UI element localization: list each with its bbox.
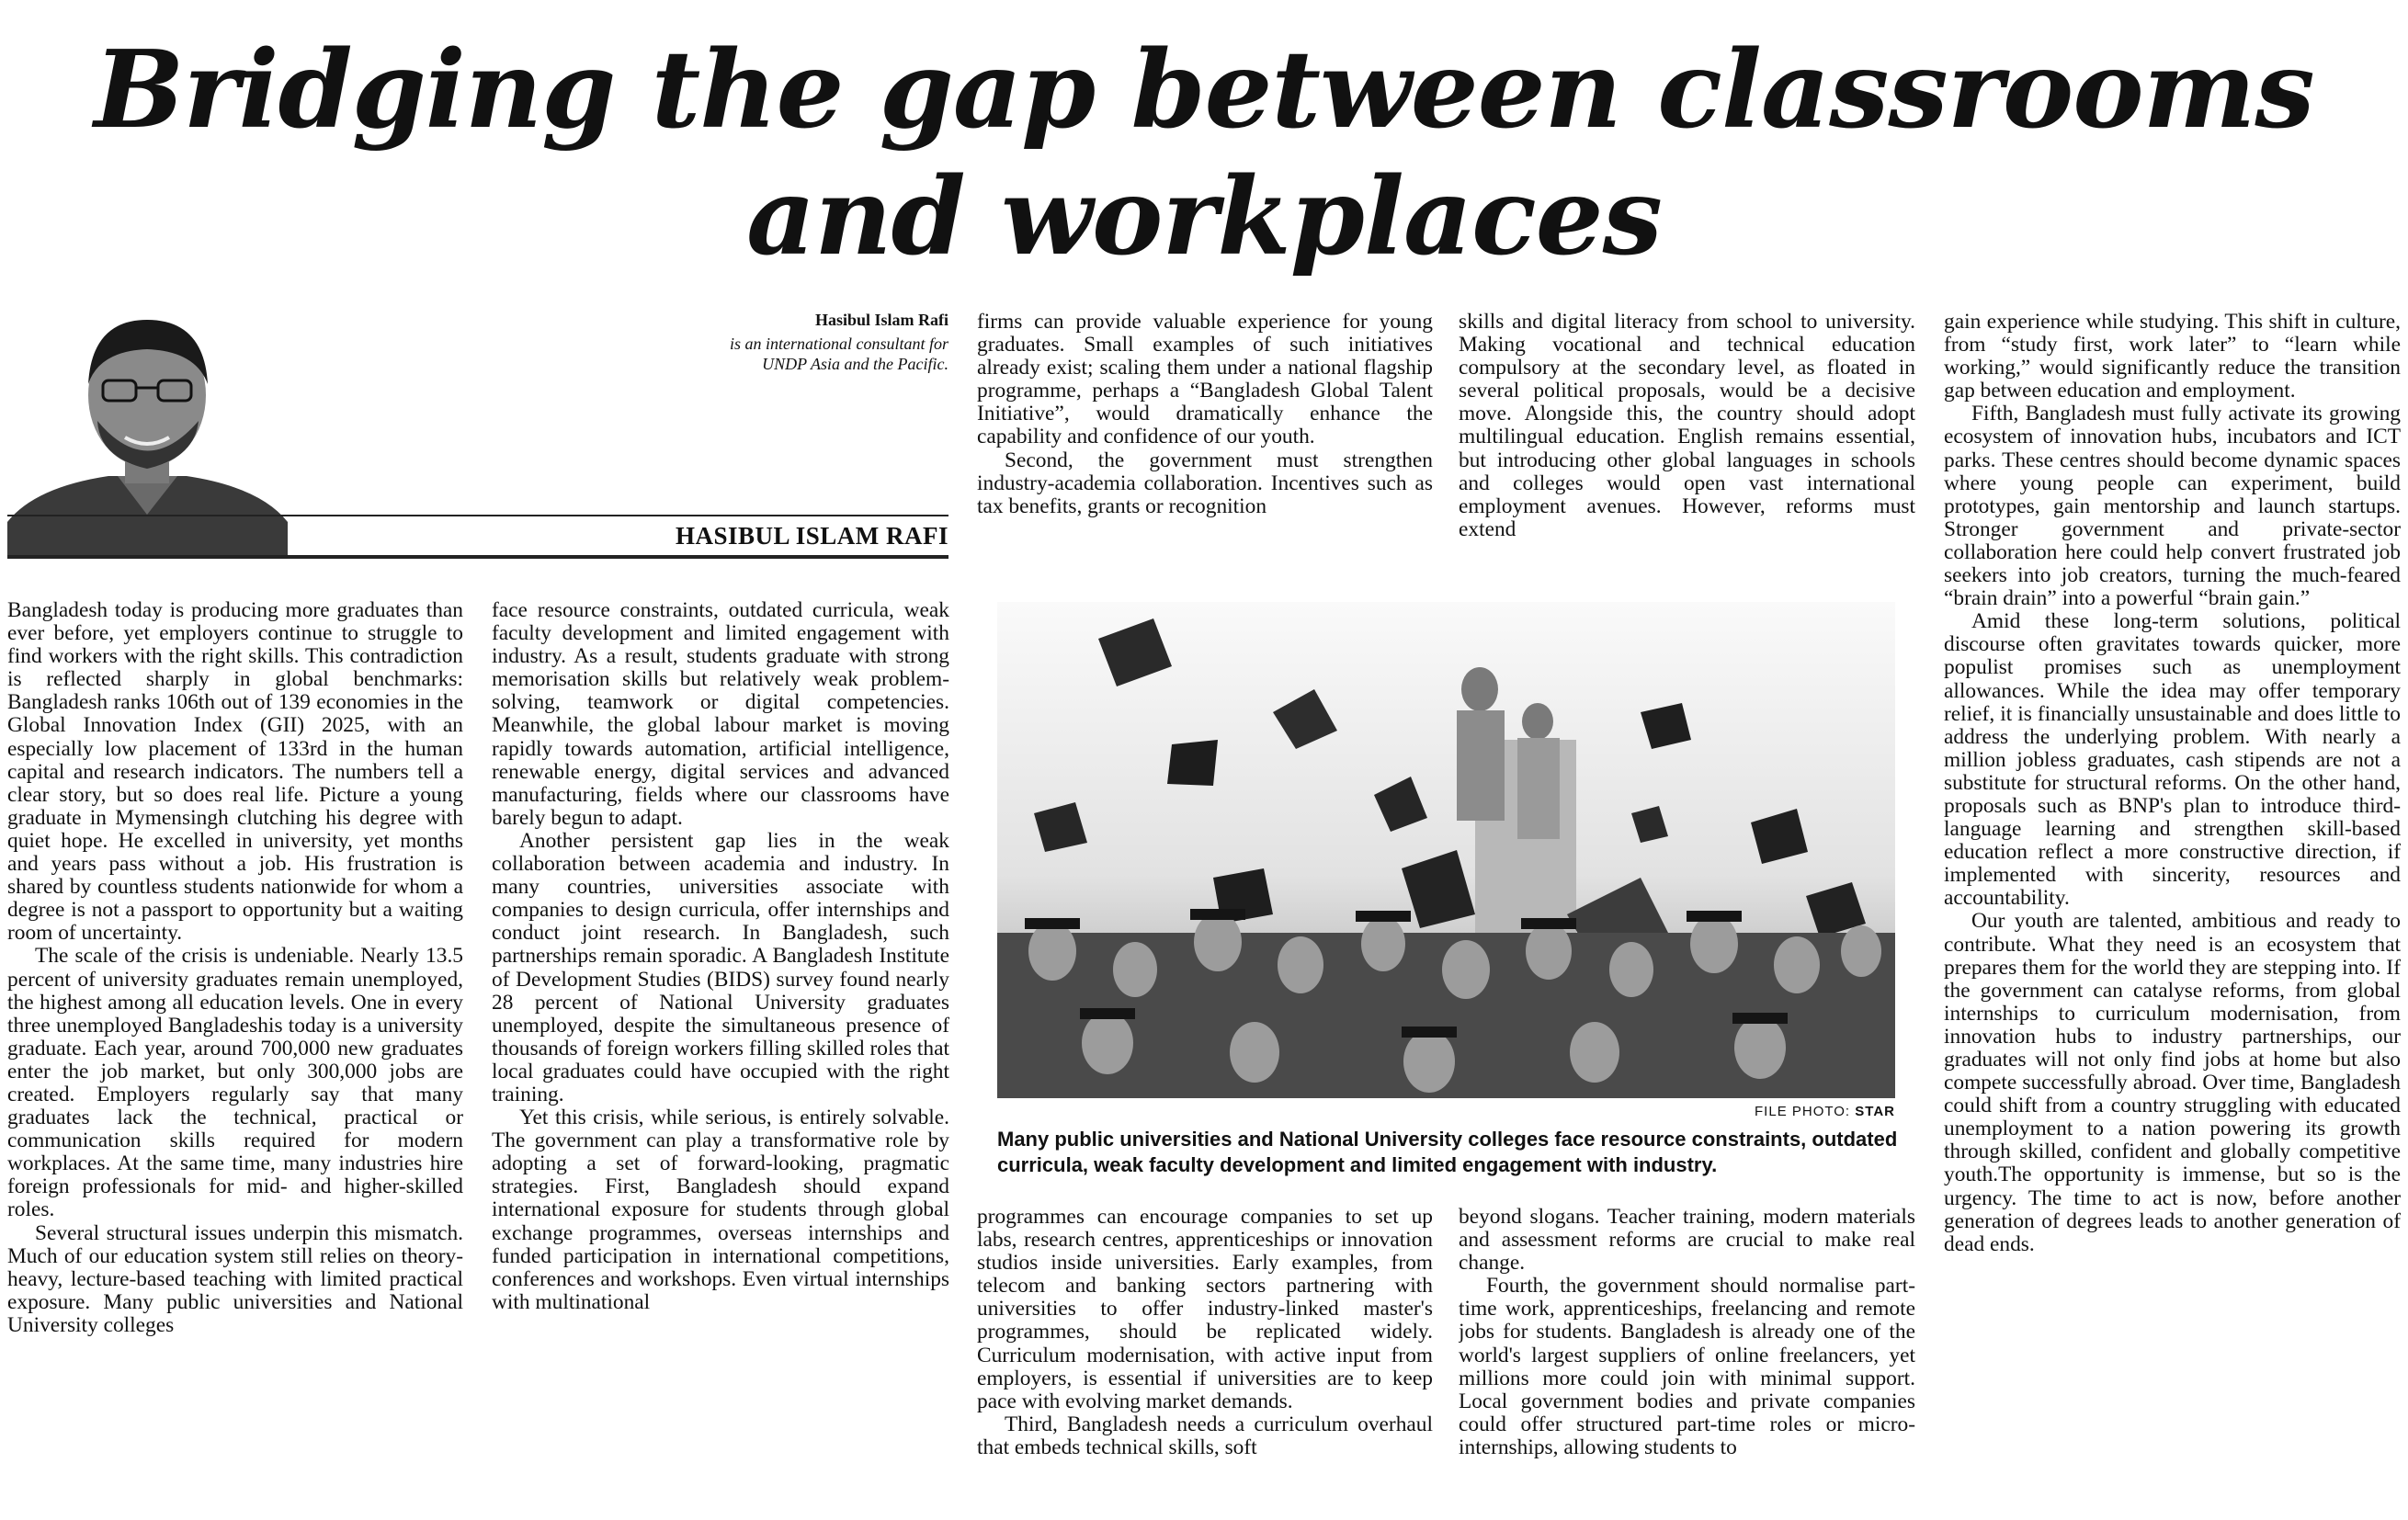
byline-name: Hasibul Islam Rafi — [814, 311, 948, 329]
paragraph: face resource constraints, outdated curricula, weak faculty development and limited engagement with industry. As a result, students graduate with strong memorisation skills but relatively weak problem-solving, teamwork or digital competencies. Meanwhile, the global labour market is moving rapidly towards automation, artificial intelligence, renewable energy, digital services and advanced manufacturing, fields where our classrooms have barely begun to adapt. — [492, 599, 949, 830]
byline-role-line-2: UNDP Asia and the Pacific. — [762, 355, 948, 373]
paragraph: Our youth are talented, ambitious and ready to contribute. What they need is an ecosystem that prepares them for the world they are stepping into. If the government can catalyse reforms, from global internships to curriculum modernisation, from innovation hubs to industry partnerships, our graduates will not only find jobs at home but also compete successfully abroad. Over time, Bangladesh could shift from a country struggling with educated unemployment to a nation powering its growth through skilled, confident and globally competitive youth.The opportunity is immense, but so is the urgency. The time to act is now, before another generation of degrees leads to another generation of dead ends. — [1944, 909, 2401, 1256]
paragraph: Third, Bangladesh needs a curriculum overhaul that embeds technical skills, soft — [977, 1412, 1433, 1459]
photo-credit-prefix: FILE PHOTO: — [1755, 1104, 1851, 1119]
headline-line-2: and workplaces — [746, 154, 1662, 279]
article-column-5 — [1944, 311, 2401, 1518]
byline-role-line-1: is an international consultant for — [729, 335, 948, 353]
paragraph: The scale of the crisis is undeniable. Nearly 13.5 percent of university graduates remain unemployed, the highest among all education levels. One in every three unemployed Bangladeshis today is a university graduate. Each year, around 700,000 new graduates enter the job market, but only 300,000 jobs are created. Employers regularly say that many graduates lack the technical, practical or communication skills required for modern workplaces. At the same time, many industries hire foreign professionals for mid- and higher-skilled roles. — [7, 944, 463, 1222]
paragraph: skills and digital literacy from school to university. Making vocational and technical education compulsory at the secondary level, as floated in several political proposals, would be a decisive move. Alongside this, the country should adopt multilingual education. English remains essential, but introducing other global languages in schools and colleges would open vast international employment avenues. However, reforms must extend — [1459, 311, 1915, 541]
article-column-2 — [492, 599, 949, 1518]
paragraph: Amid these long-term solutions, political discourse often gravitates towards quicker, more populist promises such as unemployment allowances. While the idea may offer temporary relief, it is financially unsustainable and does little to address the underlying problem. With nearly a million jobless graduates, cash stipends are not a substitute for structural reforms. On the other hand, proposals such as BNP's plan to introduce third-language learning and strengthen skill-based education reflect a more constructive direction, if implemented with sincerity, resources and accountability. — [1944, 609, 2401, 911]
paragraph: beyond slogans. Teacher training, modern materials and assessment reforms are crucial to make real change. — [1459, 1206, 1915, 1276]
byline-rule-bottom — [7, 555, 948, 559]
paragraph: Bangladesh today is producing more graduates than ever before, yet employers continue to struggle to find workers with the right skills. This contradiction is reflected sharply in global benchmarks: Bangladesh ranks 106th out of 139 economies in the Global Innovation Index (GII) 2025, with an especially low placement of 133rd in the human capital and research indicators. The numbers tell a clear story, but so does real life. Picture a young graduate in Mymensingh clutching his degree with quiet hope. He excelled in university, yet months and years pass without a job. His frustration is shared by countless students nationwide for whom a degree is not a passport to opportunity but a waiting room of uncertainty. — [7, 599, 463, 946]
paragraph: Second, the government must strengthen industry-academia collaboration. Incentives such as tax benefits, grants or recognition — [977, 448, 1433, 518]
photo-caption: Many public universities and National University colleges face resource constraints, outdated curricula, weak faculty development and limited engagement with industry. — [997, 1128, 1898, 1176]
headline-line-1: Bridging the gap between classrooms — [94, 28, 2314, 153]
paragraph: gain experience while studying. This shift in culture, from “study first, work later” to “learn while working,” would significantly reduce the transition gap between education and employment. — [1944, 311, 2401, 403]
paragraph: Fifth, Bangladesh must fully activate its growing ecosystem of innovation hubs, incubators and ICT parks. These centres should become dynamic spaces where young people can experiment, build prototypes, gain mentorship and launch startups. Stronger government and private-sector collaboration here could help convert frustrated job seekers into job creators, turning the much-feared “brain drain” into a powerful “brain gain.” — [1944, 402, 2401, 611]
byline-box — [699, 311, 948, 374]
paragraph: Yet this crisis, while serious, is entirely solvable. The government can play a transformative role by adopting a set of forward-looking, pragmatic strategies. First, Bangladesh should expand international exposure for students through global exchange programmes, overseas internships and funded participation in international competitions, conferences and workshops. Even virtual internships with multinational — [492, 1106, 949, 1314]
author-portrait — [7, 292, 288, 559]
paragraph: firms can provide valuable experience for young graduates. Small examples of such initiatives already exist; scaling them under a national flagship programme, perhaps a “Bangladesh Global Talent Initiative”, would dramatically enhance the capability and confidence of our youth. — [977, 311, 1433, 449]
graduation-photo — [997, 602, 1895, 1098]
paragraph: Several structural issues underpin this mismatch. Much of our education system still relies on theory-heavy, lecture-based teaching with limited practical exposure. Many public universities and National University colleges — [7, 1220, 463, 1337]
article-column-4-bottom — [1459, 1206, 1915, 1518]
article-column-4-top — [1459, 311, 1915, 563]
byline-rule-top — [7, 515, 948, 516]
photo-credit — [997, 1104, 1895, 1119]
photo-credit-source: STAR — [1855, 1104, 1895, 1119]
author-name-caps: HASIBUL ISLAM RAFI — [675, 522, 948, 550]
article-column-3-top — [977, 311, 1433, 563]
paragraph: Fourth, the government should normalise part-time work, apprenticeships, freelancing and remote jobs for students. Bangladesh is already one of the world's largest suppliers of online freelancers, yet millions more could join with minimal support. Local government bodies and private companies could offer structured part-time roles or micro-internships, allowing students to — [1459, 1274, 1915, 1459]
paragraph: Another persistent gap lies in the weak collaboration between academia and industry. In many countries, universities associate with companies to design curricula, offer internships and conduct joint research. In Bangladesh, such partnerships remain sporadic. A Bangladesh Institute of Development Studies (BIDS) survey found nearly 28 percent of National University graduates unemployed, despite the simultaneous presence of thousands of foreign workers filling skilled roles that local graduates could have occupied with the right training. — [492, 828, 949, 1106]
article-column-3-bottom — [977, 1206, 1433, 1518]
paragraph: programmes can encourage companies to set up labs, research centres, apprenticeships or innovation studios inside universities. Early examples, from telecom and banking sectors partnering with universities to offer industry-linked master's programmes, should be replicated widely. Curriculum modernisation, with active input from employers, is essential if universities are to keep pace with evolving market demands. — [977, 1206, 1433, 1413]
article-column-1 — [7, 599, 463, 1518]
